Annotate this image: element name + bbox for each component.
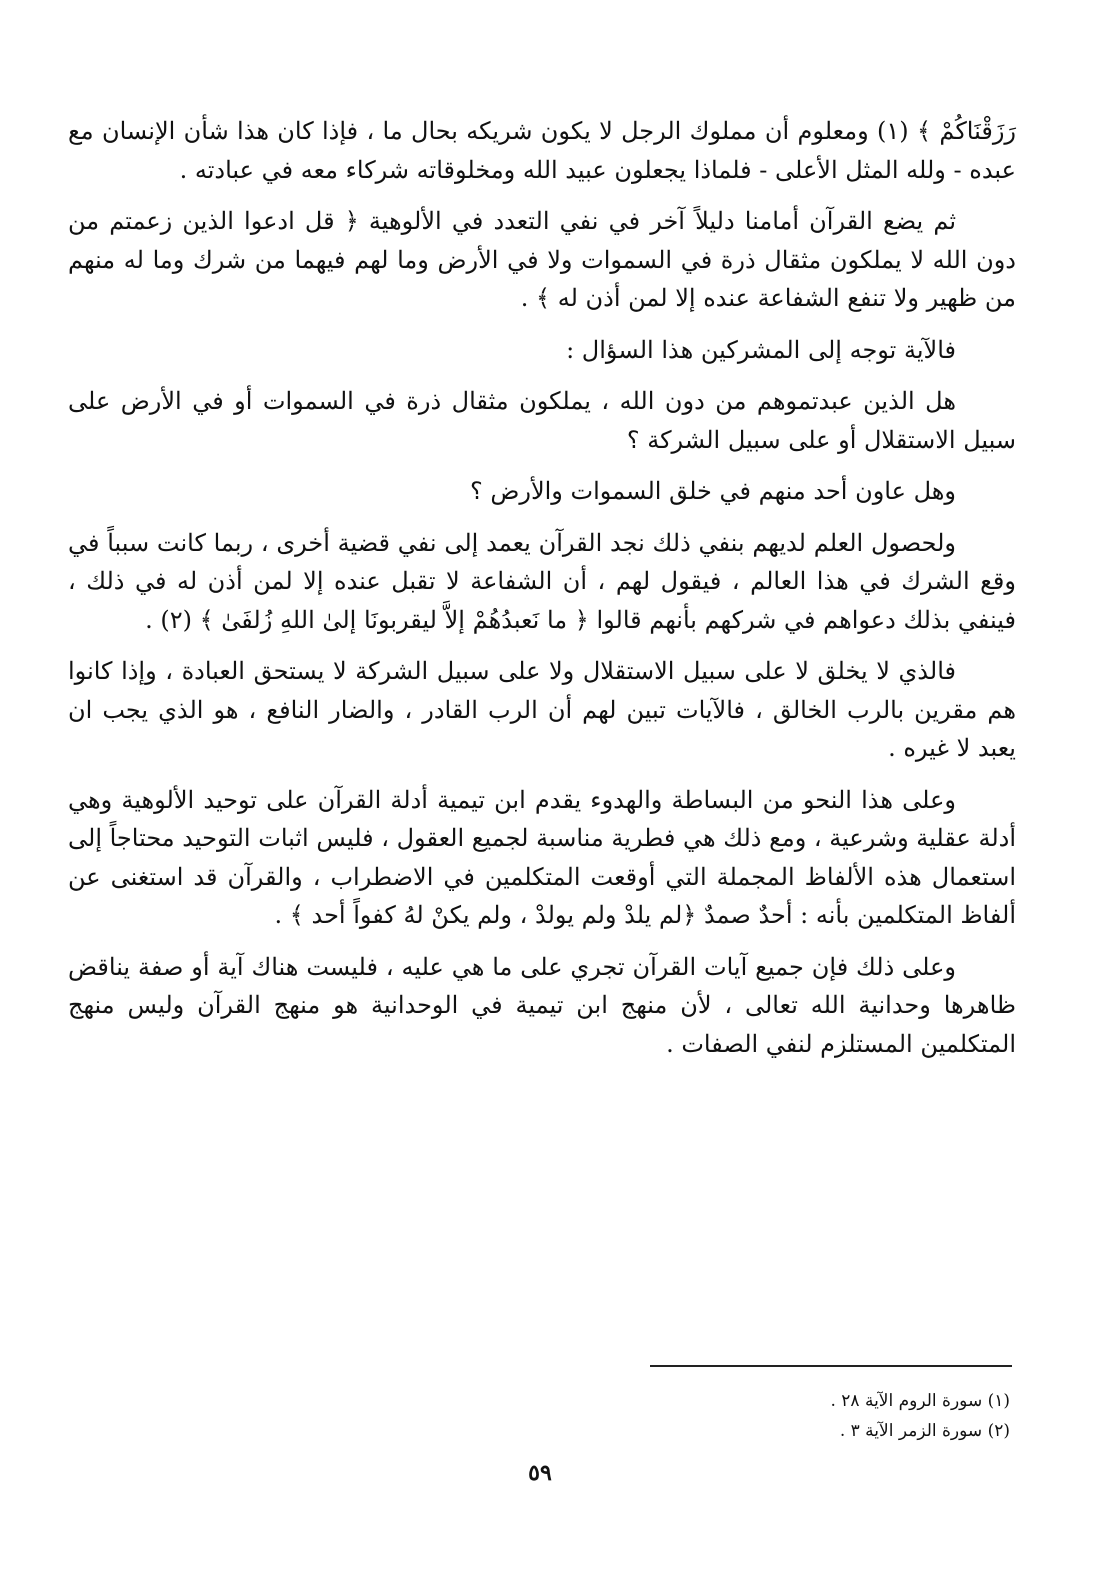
- paragraph-1: رَزَقْنَاكُمْ ﴾ (١) ومعلوم أن مملوك الرجل لا يكون شريكه بحال ما ، فإذا كان هذا شأن الإنسان مع عبده - ولله المثل الأعلى - فلماذا يجعلون عبيد الله ومخلوقاته شركاء معه في عبادته .: [68, 117, 1016, 184]
- paragraph-8: وعلى هذا النحو من البساطة والهدوء يقدم ابن تيمية أدلة القرآن على توحيد الألوهية وهي أدلة عقلية وشرعية ، ومع ذلك هي فطرية مناسبة لجميع العقول ، فليس اثبات التوحيد محتاجاً إلى استعمال هذه الألفاظ المجملة التي أوقعت المتكلمين في الاضطراب ، والقرآن قد استغنى عن ألفاظ المتكلمين بأنه : أحدٌ صمدٌ ﴿لم يلدْ ولم يولدْ ، ولم يكنْ لهُ كفواً أحد ﴾ .: [68, 785, 1016, 929]
- body-text: [68, 112, 1016, 1076]
- footnote-2: (٢) سورة الزمر الآية ٣ .: [839, 1421, 1010, 1441]
- paragraph-7: فالذي لا يخلق لا على سبيل الاستقلال ولا على سبيل الشركة لا يستحق العبادة ، وإذا كانوا هم مقرين بالرب الخالق ، فالآيات تبين لهم أن الرب القادر ، والضار النافع ، هو الذي يجب ان يعبد لا غيره .: [68, 657, 1016, 762]
- paragraph-3: فالآية توجه إلى المشركين هذا السؤال :: [566, 335, 956, 364]
- paragraph-9: وعلى ذلك فإن جميع آيات القرآن تجري على ما هي عليه ، فليست هناك آية أو صفة يناقض ظاهرها وحدانية الله تعالى ، لأن منهج ابن تيمية في الوحدانية هو منهج القرآن وليس منهج المتكلمين المستلزم لنفي الصفات .: [68, 952, 1016, 1058]
- page-number: ٥٩: [528, 1460, 552, 1486]
- footnote-1: (١) سورة الروم الآية ٢٨ .: [830, 1391, 1010, 1411]
- paragraph-6: ولحصول العلم لديهم بنفي ذلك نجد القرآن يعمد إلى نفي قضية أخرى ، ربما كانت سبباً في وقع الشرك في هذا العالم ، فيقول لهم ، أن الشفاعة لا تقبل عنده إلا لمن أذن له في ذلك ، فينفي بذلك دعواهم في شركهم بأنهم قالوا ﴿ ما نَعبدُهُمْ إلاَّ ليقربونَا إلىٰ اللهِ زُلفَىٰ ﴾ (٢) .: [68, 528, 1016, 634]
- paragraph-2: ثم يضع القرآن أمامنا دليلاً آخر في نفي التعدد في الألوهية ﴿ قل ادعوا الذين زعمتم من دون الله لا يملكون مثقال ذرة في السموات ولا في الأرض وما لهم فيهما من شرك وما له منهم من ظهير ولا تنفع الشفاعة عنده إلا لمن أذن له ﴾ .: [68, 207, 1016, 312]
- footnote-divider: [650, 1365, 1012, 1367]
- footnotes: [510, 1386, 1010, 1446]
- paragraph-5: وهل عاون أحد منهم في خلق السموات والأرض ؟: [469, 477, 956, 505]
- paragraph-4: هل الذين عبدتموهم من دون الله ، يملكون مثقال ذرة في السموات أو في الأرض على سبيل الاستقلال أو على سبيل الشركة ؟: [68, 387, 1016, 454]
